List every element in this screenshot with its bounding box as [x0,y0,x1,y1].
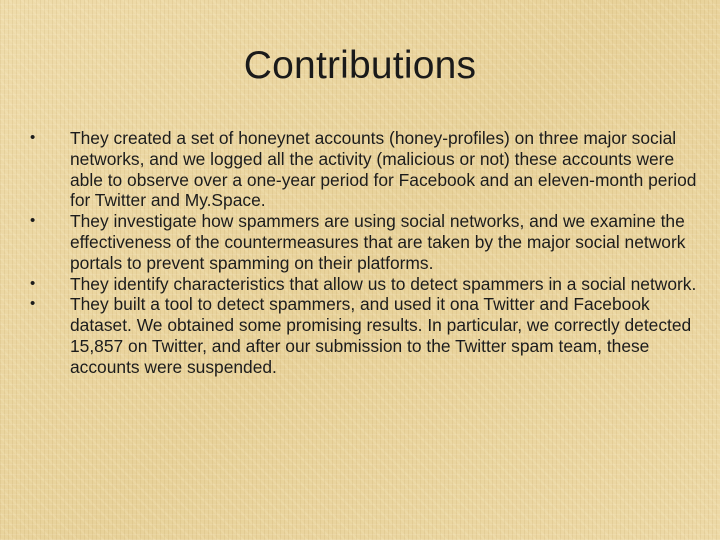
slide-title: Contributions [243,44,477,87]
bullet-item [30,211,698,273]
bullet-marker: • [30,274,36,292]
bullet-text: They investigate how spammers are using social networks, and we examine the effectiveness of the countermeasures that are taken by the major social network portals to prevent spamming on their platforms. [70,211,686,273]
bullet-text: They created a set of honeynet accounts (honey-profiles) on three major social networks, and we logged all the activity (malicious or not) these accounts were able to observe over a one-year period for Facebook and an eleven-month period for Twitter and My.Space. [70,128,697,211]
bullet-item [30,128,698,211]
bullet-text: They identify characteristics that allow us to detect spammers in a social network. [70,273,697,294]
bullet-list [30,128,698,378]
bullet-item [30,274,698,295]
bullet-marker: • [30,129,36,146]
bullet-marker: • [30,212,36,230]
bullet-item [30,294,698,377]
bullet-text: They built a tool to detect spammers, and used it ona Twitter and Facebook dataset. We obtained some promising results. In particular, we correctly detected 15,857 on Twitter, and after our submission to the Twitter spam team, these accounts were suspended. [70,294,692,377]
bullet-marker: • [30,295,36,313]
